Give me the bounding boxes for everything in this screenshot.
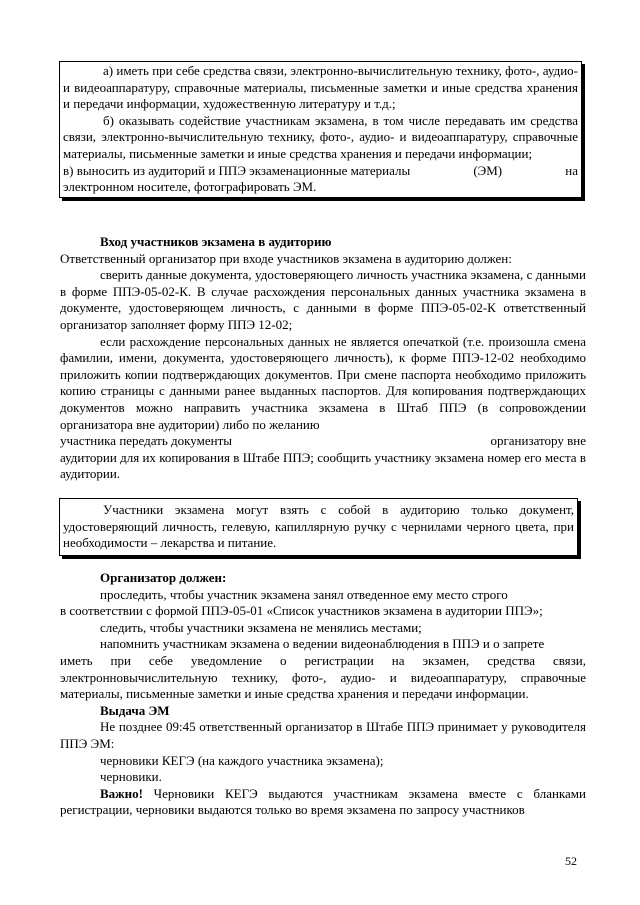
organizer-line-5: иметь при себе уведомление о регистрации на экзамен, средства связи, электронновычислительную технику, фото-, аудио- и видеоаппаратуру, справочные материалы, письменные заметки и иные средства хранения и передачи информации. [60,652,586,702]
entry-paragraph-1: сверить данные документа, удостоверяющего личность участника экзамена, с данными в форме ППЭ-05-02-К. В случае расхождения персональных данных участника экзамена в документе, удостоверяющем личность, с данными в форме ППЭ-05-02-К ответственный организатор заполняет форму ППЭ 12-02; [60,267,586,332]
issue-heading: Выдача ЭМ [100,702,170,718]
issue-item-2: черновики. [100,769,162,785]
allowed-items-box [59,498,578,556]
prohibition-c-line [63,163,578,180]
important-note [60,786,586,819]
entry-paragraph-2-end: аудитории для их копирования в Штабе ППЭ; сообщить участнику экзамена номер его места в аудитории. [60,449,586,482]
entry-heading: Вход участников экзамена в аудиторию [100,234,332,249]
prohibitions-box [59,61,582,198]
important-text: Черновики КЕГЭ выдаются участникам экзамена вместе с бланками регистрации, черновики выдаются только во время экзамена по запросу участников [60,785,586,818]
issue-item-1: черновики КЕГЭ (на каждого участника экзамена); [100,752,384,768]
prohibition-c-left: в) выносить из аудиторий и ППЭ экзаменационные материалы [63,162,411,178]
prohibition-c-mid: (ЭМ) [473,162,503,178]
prohibition-c-right: на [565,162,578,178]
page-number: 52 [565,854,577,868]
issue-paragraph: Не позднее 09:45 ответственный организатор в Штабе ППЭ принимает у руководителя ППЭ ЭМ: [60,719,586,751]
entry-split-right: организатору вне [490,433,586,449]
allowed-items-text: Участники экзамена могут взять с собой в аудиторию только документ, удостоверяющий личность, гелевую, капиллярную ручку с чернилами черного цвета, при необходимости – лекарства и питание. [63,502,574,551]
important-label: Важно! [100,785,143,801]
entry-split-left: участника передать документы [60,433,232,449]
organizer-line-3: следить, чтобы участники экзамена не менялись местами; [100,619,422,635]
organizer-section [60,570,586,819]
organizer-line-1: проследить, чтобы участник экзамена занял отведенное ему место строго [100,586,508,602]
organizer-line-2: в соответствии с формой ППЭ-05-01 «Список участников экзамена в аудитории ППЭ»; [60,603,543,619]
prohibition-b: б) оказывать содействие участникам экзамена, в том числе передавать им средства связи, электронно-вычислительную технику, фото-, аудио- и видеоаппаратуру, справочные материалы, письменные заметки и иные средства хранения и передачи информации; [63,112,578,161]
prohibition-a: а) иметь при себе средства связи, электронно-вычислительную технику, фото-, аудио- и видеоаппаратуру, справочные материалы, письменные заметки и иные средства хранения и передачи информации, художественную литературу и т.д.; [63,63,578,112]
organizer-heading: Организатор должен: [100,570,227,585]
entry-intro: Ответственный организатор при входе участников экзамена в аудиторию должен: [60,250,512,266]
entry-paragraph-2: если расхождение персональных данных не является опечаткой (т.е. произошла смена фамилии, имени, документа, удостоверяющего личность), к форме ППЭ-12-02 необходимо приложить копии подтверждающих документов. При смене паспорта необходимо приложить копию страницы с данными ранее выданных паспортов. Для копирования подтверждающих документов можно направить участника экзамена в Штаб ППЭ (в сопровождении организатора вне аудитории) либо по желанию [60,333,586,432]
entry-section [60,234,586,483]
prohibition-c-end: электронном носителе, фотографировать ЭМ. [63,179,317,195]
organizer-line-4: напомнить участникам экзамена о ведении видеонаблюдения в ППЭ и о запрете [100,636,545,652]
entry-split-line [60,433,586,450]
